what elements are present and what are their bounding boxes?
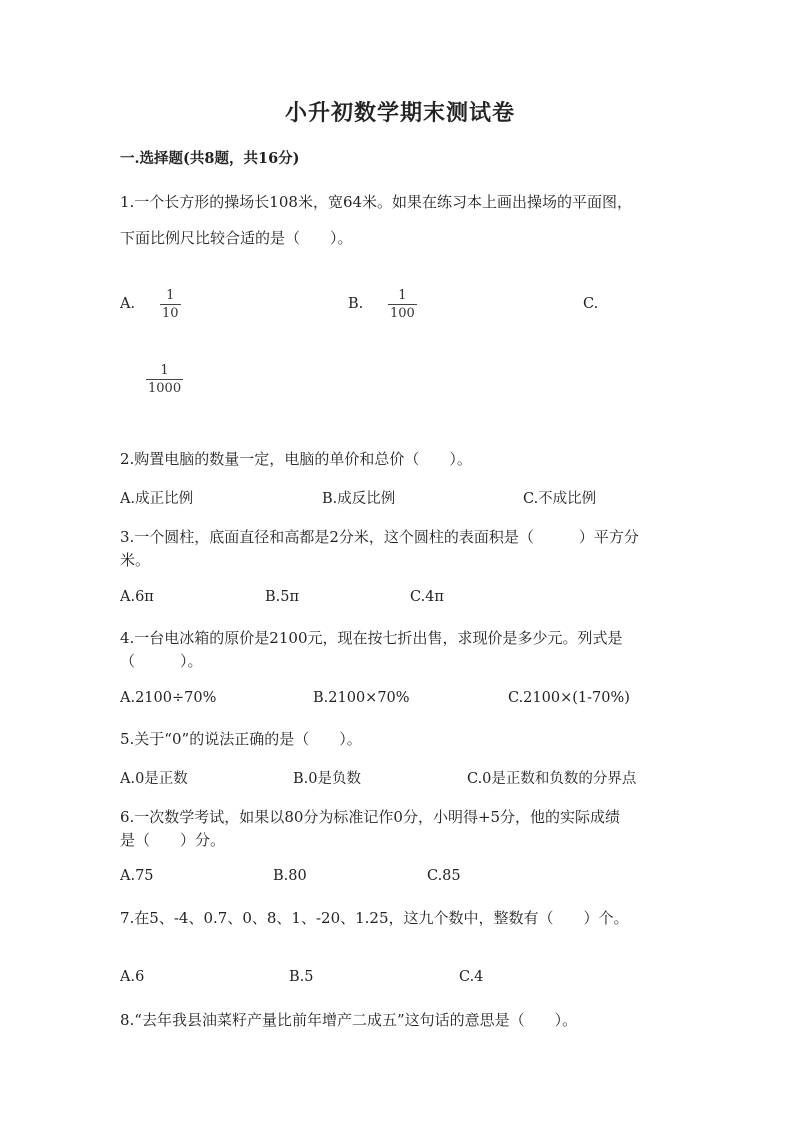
question-6-option-a: A.75 (120, 868, 154, 884)
fraction-denominator: 1000 (148, 381, 182, 396)
question-1-option-a-fraction (160, 289, 181, 320)
question-6-line-2: 是（ ）分。 (120, 831, 226, 849)
fraction-numerator: 1 (398, 288, 407, 303)
question-1-option-c-fraction (146, 364, 183, 395)
fraction-numerator: 1 (160, 363, 169, 378)
question-1-option-b-fraction (388, 289, 417, 320)
question-1-option-c-label: C. (583, 296, 599, 312)
fraction-denominator: 10 (162, 306, 179, 321)
question-3-line-1: 3.一个圆柱，底面直径和高都是2分米，这个圆柱的表面积是（ ）平方分 (120, 528, 639, 546)
question-7-option-c: C.4 (459, 969, 484, 985)
question-3-line-2: 米。 (120, 551, 151, 569)
question-4-line-1: 4.一台电冰箱的原价是2100元，现在按七折出售，求现价是多少元。列式是 (120, 629, 623, 647)
question-4-line-2: （ ）。 (120, 652, 203, 670)
question-5-option-a: A.0是正数 (120, 771, 188, 787)
question-7-option-a: A.6 (120, 969, 145, 985)
question-1-option-a-label: A. (120, 296, 136, 312)
page-title: 小升初数学期末测试卷 (284, 100, 515, 126)
fraction-denominator: 100 (390, 306, 415, 321)
question-3-option-a: A.6π (120, 589, 154, 605)
fraction-numerator: 1 (166, 288, 175, 303)
question-1-line-1: 1.一个长方形的操场长108米，宽64米。如果在练习本上画出操场的平面图， (120, 193, 633, 211)
question-2-option-b: B.成反比例 (322, 491, 396, 507)
question-7-line-1: 7.在5、-4、0.7、0、8、1、-20、1.25，这九个数中，整数有（ ）个。 (120, 909, 629, 927)
question-8-line-1: 8.“去年我县油菜籽产量比前年增产二成五”这句话的意思是（ ）。 (120, 1011, 578, 1029)
question-3-option-c: C.4π (410, 589, 444, 605)
question-3-option-b: B.5π (265, 589, 300, 605)
question-1-line-2: 下面比例尺比较合适的是（ ）。 (120, 229, 353, 247)
question-2-line-1: 2.购置电脑的数量一定，电脑的单价和总价（ ）。 (120, 450, 472, 468)
question-6-line-1: 6.一次数学考试，如果以80分为标准记作0分，小明得+5分，他的实际成绩 (120, 808, 621, 826)
question-4-option-b: B.2100×70% (313, 690, 410, 706)
question-2-option-c: C.不成比例 (523, 491, 597, 507)
question-1-option-b-label: B. (348, 296, 364, 312)
question-6-option-b: B.80 (273, 868, 307, 884)
question-5-option-b: B.0是负数 (293, 771, 361, 787)
question-7-option-b: B.5 (289, 969, 314, 985)
question-4-option-a: A.2100÷70% (120, 690, 217, 706)
question-2-option-a: A.成正比例 (120, 491, 194, 507)
question-5-option-c: C.0是正数和负数的分界点 (467, 771, 637, 787)
section-heading: 一.选择题(共8题，共16分) (120, 150, 300, 167)
question-4-option-c: C.2100×(1-70%) (508, 690, 630, 706)
question-6-option-c: C.85 (427, 868, 461, 884)
question-5-line-1: 5.关于“0”的说法正确的是（ ）。 (120, 730, 362, 748)
